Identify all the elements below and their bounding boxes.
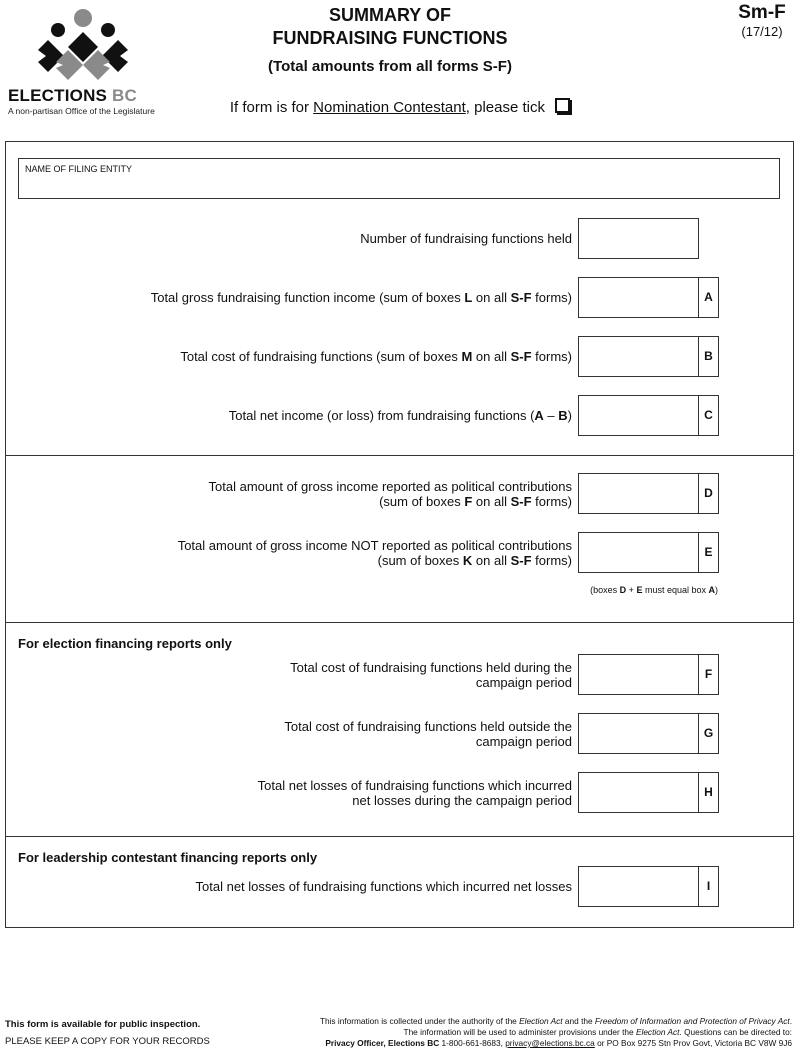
logo-wordmark: ELECTIONS BC	[8, 86, 137, 105]
election-reports-heading: For election financing reports only	[18, 636, 232, 651]
cost-outside-campaign-label: Total cost of fundraising functions held outside the campaign period	[284, 719, 572, 749]
form-version: (17/12)	[741, 24, 783, 39]
net-losses-campaign-label: Total net losses of fundraising functions which incurred net losses during the campaign period	[257, 778, 572, 808]
box-c-input[interactable]	[578, 395, 719, 436]
functions-held-input[interactable]	[578, 218, 699, 259]
section-divider-1	[6, 455, 793, 456]
filing-entity-name-field[interactable]	[18, 158, 780, 199]
logo-emblem-icon	[38, 6, 128, 86]
net-income-label: Total net income (or loss) from fundraising functions (A – B)	[228, 408, 572, 423]
section-divider-3	[6, 836, 793, 837]
box-i-input[interactable]	[578, 866, 719, 907]
gross-income-label: Total gross fundraising function income (sum of boxes L on all S-F forms)	[150, 290, 572, 305]
filing-entity-name-label: NAME OF FILING ENTITY	[25, 164, 133, 174]
box-g-letter: G	[698, 714, 718, 753]
box-b-letter: B	[698, 337, 718, 376]
box-e-letter: E	[698, 533, 718, 572]
not-reported-contributions-label: Total amount of gross income NOT reported as political contributions (sum of boxes K on all S-F forms)	[177, 538, 572, 568]
privacy-email-link[interactable]: privacy@elections.bc.ca	[505, 1038, 595, 1048]
box-d-letter: D	[698, 474, 718, 513]
reported-contributions-label: Total amount of gross income reported as political contributions (sum of boxes F on all S-F forms)	[208, 479, 572, 509]
elections-bc-logo	[8, 6, 168, 118]
form-title-line2: FUNDRAISING FUNCTIONS	[272, 28, 508, 48]
box-g-input[interactable]	[578, 713, 719, 754]
box-f-input[interactable]	[578, 654, 719, 695]
box-c-letter: C	[698, 396, 718, 435]
functions-held-label: Number of fundraising functions held	[360, 231, 572, 246]
box-h-input[interactable]	[578, 772, 719, 813]
nomination-contestant-text: Nomination Contestant	[313, 99, 466, 116]
total-cost-label: Total cost of fundraising functions (sum of boxes M on all S-F forms)	[180, 349, 572, 364]
box-a-letter: A	[698, 278, 718, 317]
box-e-input[interactable]	[578, 532, 719, 573]
box-f-letter: F	[698, 655, 718, 694]
section-divider-2	[6, 622, 793, 623]
box-i-letter: I	[698, 867, 718, 906]
boxes-sum-note: (boxes D + E must equal box A)	[590, 585, 718, 595]
public-inspection-note: This form is available for public inspection.	[5, 1019, 201, 1030]
box-h-letter: H	[698, 773, 718, 812]
form-code: Sm-F	[738, 2, 786, 23]
form-code-block	[732, 2, 792, 39]
form-title-line1: SUMMARY OF	[328, 5, 451, 25]
box-d-input[interactable]	[578, 473, 719, 514]
box-a-input[interactable]	[578, 277, 719, 318]
logo-tagline: A non-partisan Office of the Legislature	[8, 106, 155, 116]
box-b-input[interactable]	[578, 336, 719, 377]
leadership-reports-heading: For leadership contestant financing reports only	[18, 850, 318, 865]
keep-copy-note: PLEASE KEEP A COPY FOR YOUR RECORDS	[5, 1036, 210, 1047]
nomination-contestant-line: If form is for Nomination Contestant, please tick	[150, 98, 650, 116]
net-losses-leadership-label: Total net losses of fundraising functions which incurred net losses	[195, 879, 572, 894]
nomination-contestant-checkbox[interactable]	[555, 98, 570, 113]
cost-during-campaign-label: Total cost of fundraising functions held during the campaign period	[290, 660, 572, 690]
privacy-notice: This information is collected under the authority of the Election Act and the Freedom of Information and Protection of Privacy Act. The information will be used to administer provisions under the Election Act. Questions can be directed to: Privacy Officer, Elections BC 1-800-661-8683, privacy@elections.bc.ca or PO Box 9275 Stn Prov Govt, Victoria BC V8W 9J6	[319, 1016, 792, 1048]
form-subtitle: (Total amounts from all forms S-F)	[268, 58, 512, 75]
